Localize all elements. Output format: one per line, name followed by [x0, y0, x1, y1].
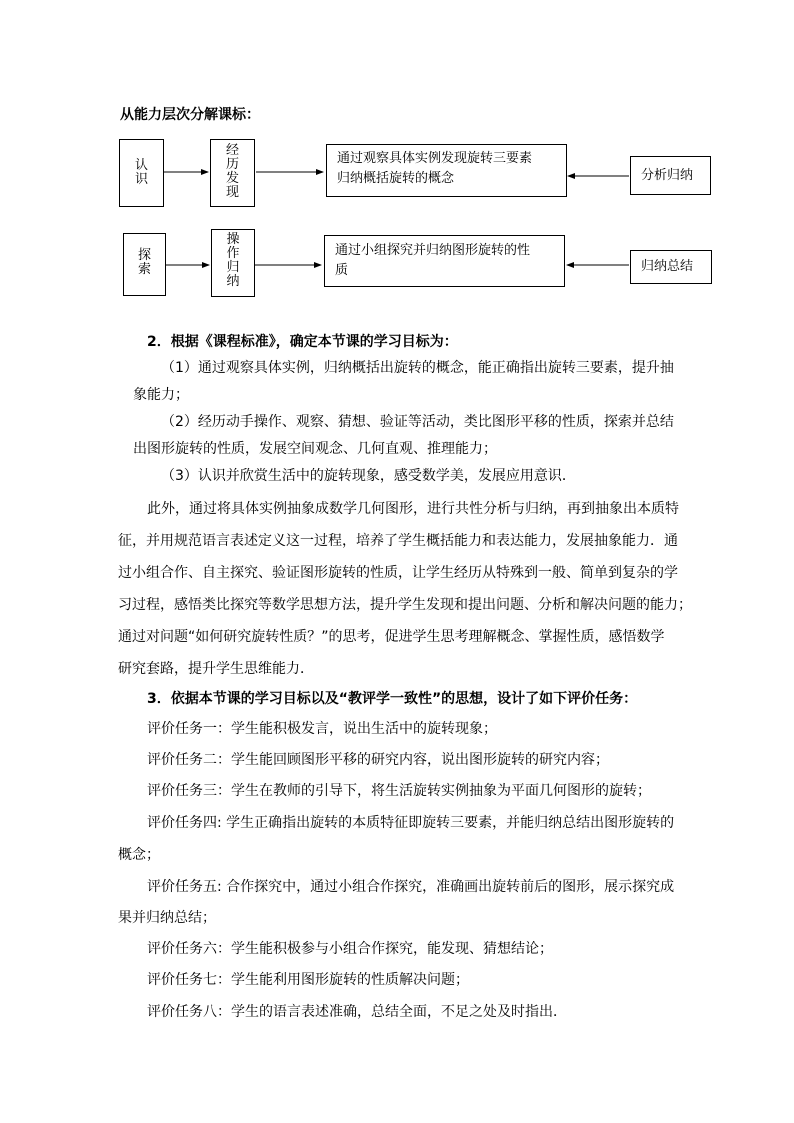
row2-content-box — [324, 235, 565, 287]
goal-1-line-2: 象能力； — [133, 387, 189, 403]
paragraph-line-6: 研究套路，提升学生思维能力． — [118, 661, 314, 677]
paragraph-line-4: 习过程，感悟类比探究等数学思想方法，提升学生发现和提出问题、分析和解决问题的能力； — [118, 597, 692, 613]
goal-2-line-1: （2）经历动手操作、观察、猜想、验证等活动，类比图形平移的性质，探索并总结 — [161, 414, 674, 430]
row1-content-line-2: 归纳概括旋转的概念 — [337, 171, 455, 186]
row1-method-label: 分析归纳 — [641, 168, 694, 183]
task-7: 评价任务七：学生能利用图形旋转的性质解决问题； — [147, 972, 469, 988]
paragraph-line-1: 此外，通过将具体实例抽象成数学几何图形，进行共性分析与归纳，再到抽象出本质特 — [147, 501, 679, 517]
task-4-line-1: 评价任务四: 学生正确指出旋转的本质特征即旋转三要素，并能归纳总结出图形旋转的 — [147, 815, 675, 831]
row1-process-label: 经历发现 — [225, 143, 239, 200]
row2-method-box — [630, 250, 712, 284]
diagram-title: 从能力层次分解课标： — [120, 107, 260, 123]
row2-process-box — [211, 229, 255, 297]
task-4-line-2: 概念； — [118, 847, 160, 863]
row2-process-label: 操作归纳 — [226, 232, 240, 289]
goal-1-line-1: （1）通过观察具体实例，归纳概括出旋转的概念，能正确指出旋转三要素，提升抽 — [161, 360, 674, 376]
paragraph-line-5: 通过对问题“如何研究旋转性质？”的思考，促进学生思考理解概念、掌握性质，感悟数学 — [118, 629, 665, 645]
paragraph-line-3: 过小组合作、自主探究、验证图形旋转的性质，让学生经历从特殊到一般、简单到复杂的学 — [118, 565, 678, 581]
row1-content-box — [326, 144, 567, 197]
task-2: 评价任务二：学生能回顾图形平移的研究内容，说出图形旋转的研究内容； — [147, 752, 609, 768]
goal-3-line-1: （3）认识并欣赏生活中的旋转现象，感受数学美，发展应用意识． — [161, 468, 576, 484]
goal-2-line-2: 出图形旋转的性质，发展空间观念、几何直观、推理能力； — [133, 441, 497, 457]
row1-content-line-1: 通过观察具体实例发现旋转三要素 — [337, 151, 533, 166]
row1-level-label: 认识 — [134, 158, 148, 187]
row2-content-line-2: 质 — [335, 263, 349, 278]
task-3: 评价任务三：学生在教师的引导下，将生活旋转实例抽象为平面几何图形的旋转； — [147, 783, 651, 799]
section2-heading: 2．根据《课程标准》，确定本节课的学习目标为： — [147, 334, 458, 350]
paragraph-line-2: 征，并用规范语言表述定义这一过程，培养了学生概括能力和表达能力，发展抽象能力．通 — [118, 533, 678, 549]
section3-heading: 3．依据本节课的学习目标以及“教评学一致性”的思想，设计了如下评价任务： — [147, 691, 638, 707]
task-1: 评价任务一：学生能积极发言，说出生活中的旋转现象； — [147, 721, 497, 737]
row2-method-label: 归纳总结 — [641, 259, 694, 274]
row2-content-line-1: 通过小组探究并归纳图形旋转的性 — [335, 243, 531, 258]
row2-level-box — [123, 233, 166, 296]
row1-level-box — [119, 139, 164, 207]
row2-level-label: 探索 — [137, 248, 151, 277]
task-8: 评价任务八：学生的语言表述准确，总结全面，不足之处及时指出． — [147, 1004, 567, 1020]
task-5-line-1: 评价任务五: 合作探究中，通过小组合作探究，准确画出旋转前后的图形，展示探究成 — [147, 879, 675, 895]
row1-process-box — [210, 139, 255, 207]
task-6: 评价任务六：学生能积极参与小组合作探究，能发现、猜想结论； — [147, 941, 553, 957]
task-5-line-2: 果并归纳总结； — [118, 910, 216, 926]
row1-method-box — [630, 156, 711, 195]
